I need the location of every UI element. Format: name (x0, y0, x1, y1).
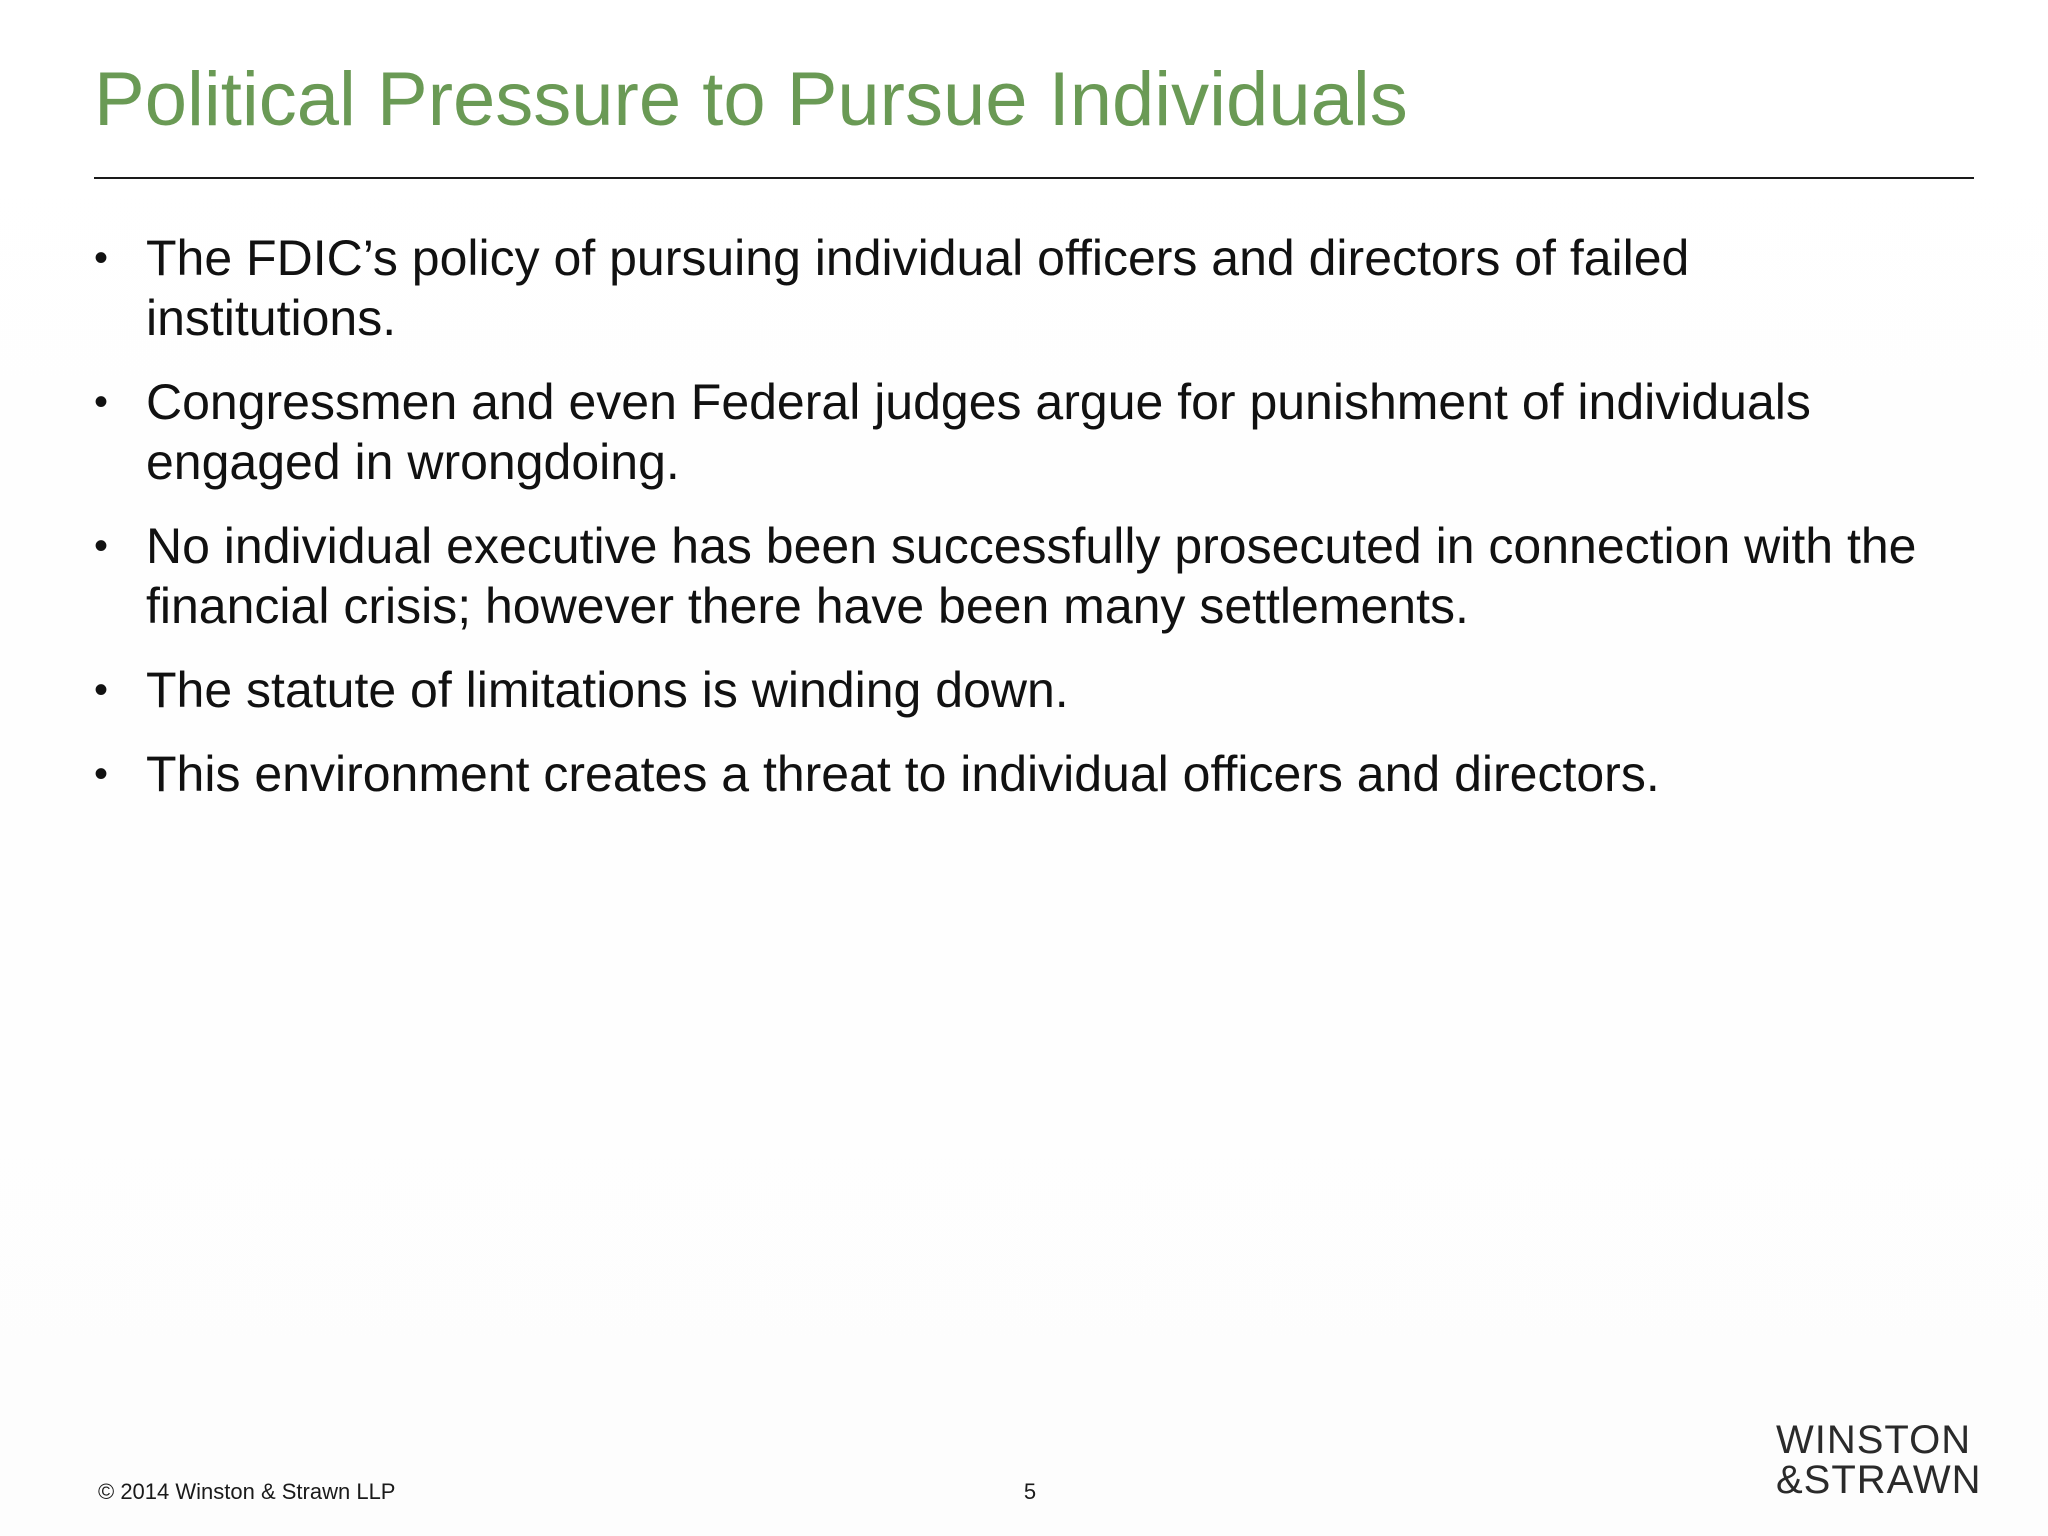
bullet-text: The FDIC’s policy of pursuing individual officers and directors of failed institutions. (146, 230, 1690, 346)
bullet-text: Congressmen and even Federal judges argue for punishment of individuals engaged in wrongdoing. (146, 374, 1811, 490)
bullet-list (94, 228, 1934, 828)
bullet-item (94, 744, 1934, 804)
bullet-icon: • (94, 236, 109, 280)
company-logo (1776, 1418, 1982, 1502)
bullet-item (94, 660, 1934, 720)
bullet-icon: • (94, 380, 109, 424)
bullet-icon: • (94, 524, 109, 568)
slide-title: Political Pressure to Pursue Individuals (94, 57, 1408, 142)
bullet-item (94, 372, 1934, 492)
bullet-item (94, 228, 1934, 348)
logo-line-1: WINSTON (1776, 1418, 1972, 1462)
bullet-item (94, 516, 1934, 636)
page-number: 5 (1023, 1479, 1037, 1504)
bullet-text: The statute of limitations is winding down. (146, 662, 1069, 718)
bullet-text: This environment creates a threat to individual officers and directors. (146, 746, 1660, 802)
bullet-text: No individual executive has been successfully prosecuted in connection with the financial crisis; however there have been many settlements. (146, 518, 1917, 634)
bullet-icon: • (94, 752, 109, 796)
logo-line-2: &STRAWN (1776, 1458, 1982, 1502)
bullet-icon: • (94, 668, 109, 712)
footer-copyright: © 2014 Winston & Strawn LLP (98, 1479, 396, 1504)
title-divider (94, 177, 1974, 179)
